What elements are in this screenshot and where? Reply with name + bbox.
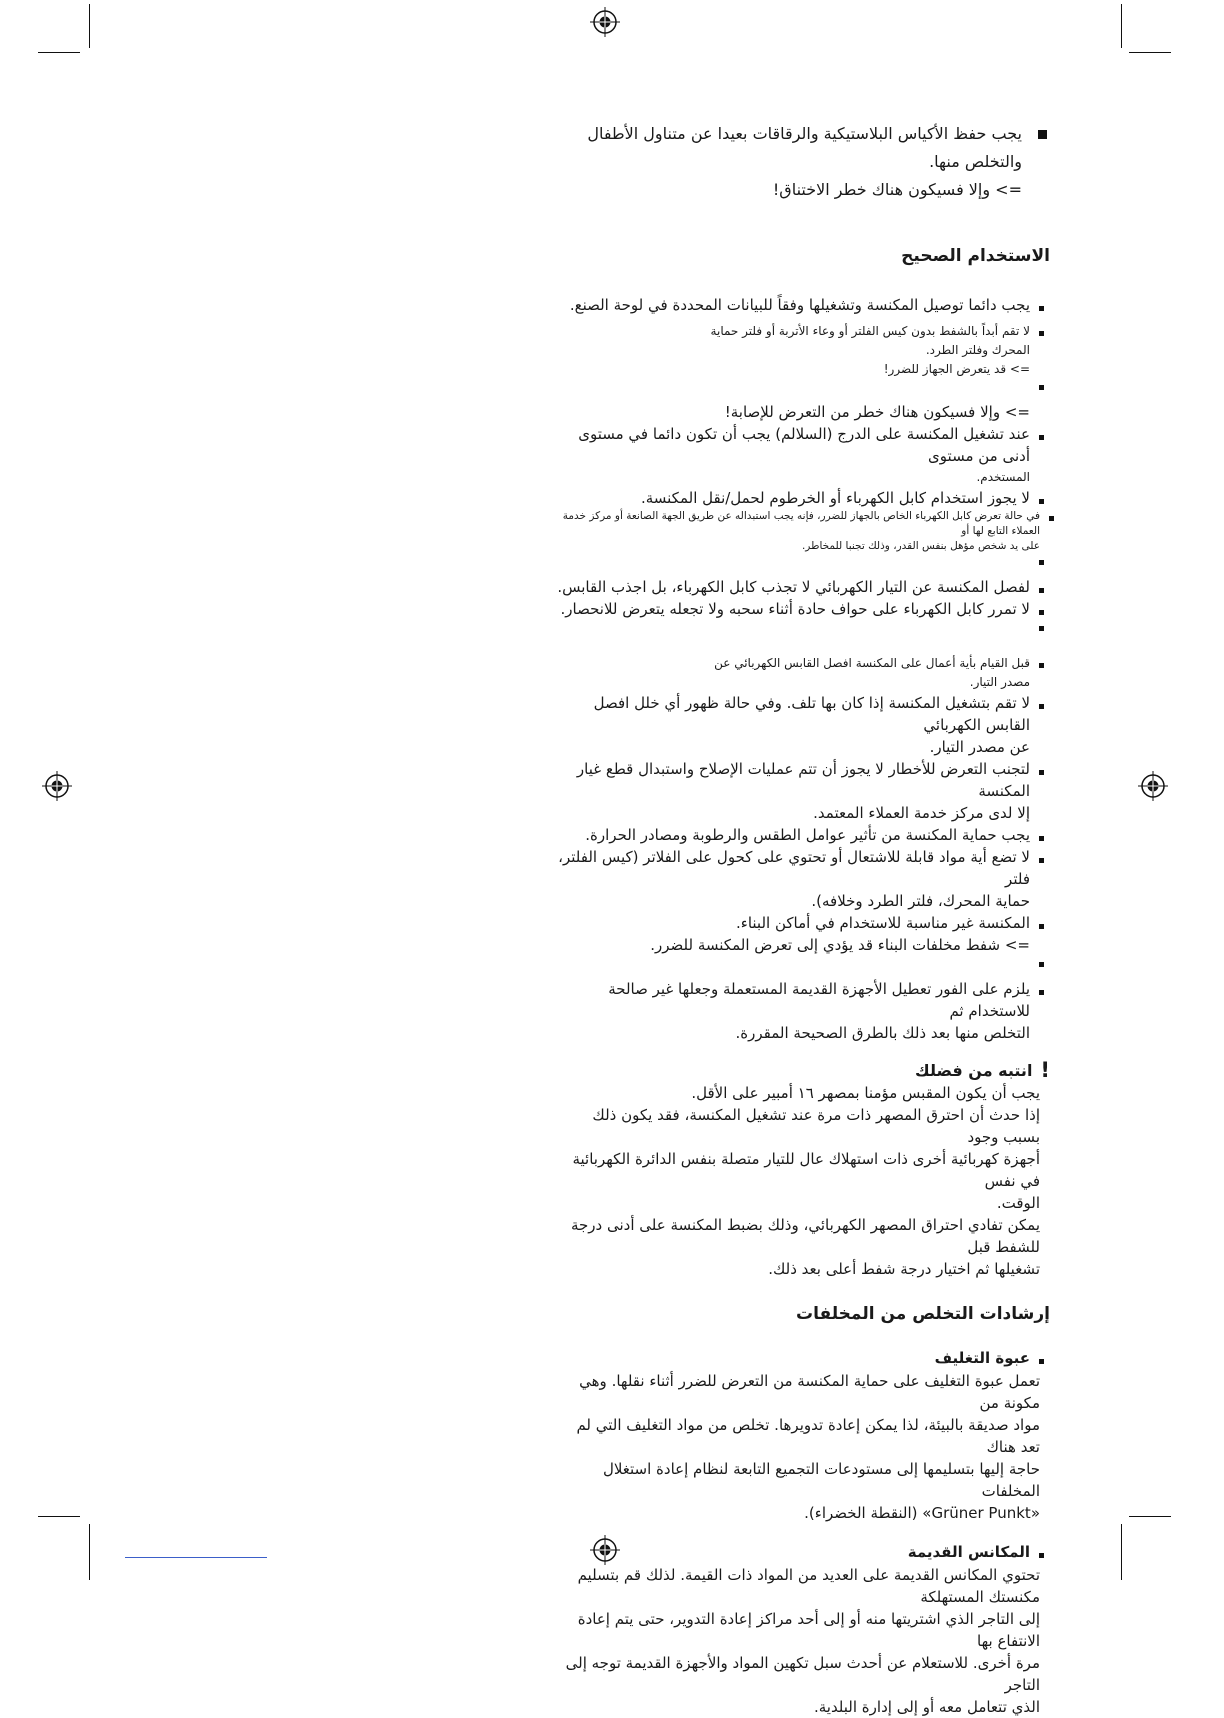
packaging-text: تعمل عبوة التغليف على حماية المكنسة من التعرض للضرر أثناء نقلها. وهي مكونة من مواد صديقة بالبيئة، لذا يمكن إعادة تدويرها. تخلص من مواد التغليف التي لم تعد هناك حاجة إليها بتسليمها إلى مستودعات التجميع التابعة لنظام إعادة استغلال المخلفات «Grüner Punkt» (النقطة الخضراء). [576, 1372, 1040, 1522]
crop-mark [89, 1524, 90, 1580]
bullet-icon [1039, 331, 1044, 336]
list-item: لا تمرر كابل الكهرباء على حواف حادة أثناء سحبه ولا تجعله يتعرض للانحصار. [555, 598, 1050, 620]
caution-heading: ! انتبه من فضلك [915, 1058, 1050, 1082]
subheading: عبوة التغليف [555, 1346, 1050, 1370]
section-heading: إرشادات التخلص من المخلفات [796, 1304, 1050, 1324]
subheading: المكانس القديمة [555, 1540, 1050, 1564]
crop-mark [1129, 52, 1171, 53]
bullet-icon [1039, 588, 1044, 593]
list-item [555, 554, 1050, 576]
bullet-icon [1039, 990, 1044, 995]
section-heading: الاستخدام الصحيح [901, 246, 1050, 266]
list-item: لا يجوز استخدام كابل الكهرباء أو الخرطوم لحمل/نقل المكنسة. [555, 487, 1050, 509]
old-appliances-text: تحتوي المكانس القديمة على العديد من المواد ذات القيمة. لذلك قم بتسليم مكنستك المستهلكة إلى التاجر الذي اشتريتها منه أو إلى أحد مراكز إعادة التدوير، حتى يتم إعادة الانتفاع بها مرة أخرى. للاستعلام عن أحدث سبل تكهين المواد والأجهزة القديمة توجه إلى التاجر الذي تتعامل معه أو إلى إدارة البلدية. [565, 1566, 1040, 1716]
bullet-icon [1039, 499, 1044, 504]
bullet-icon [1039, 626, 1044, 631]
crop-mark [1129, 1516, 1171, 1517]
list-item: يجب حماية المكنسة من تأثير عوامل الطقس والرطوبة ومصادر الحرارة. [555, 824, 1050, 846]
list-item: لا تضع أية مواد قابلة للاشتعال أو تحتوي على كحول على الفلاتر (كيس الفلتر، فلتر حماية المحرك، فلتر الطرد وخلافه). [555, 846, 1050, 912]
bullet-icon [1039, 924, 1044, 929]
list-item: يجب دائما توصيل المكنسة وتشغيلها وفقاً للبيانات المحددة في لوحة الصنع. [555, 294, 1050, 316]
exclamation-icon: ! [1040, 1058, 1050, 1082]
list-item [555, 956, 1050, 978]
crop-mark [38, 1516, 80, 1517]
bullet-icon [1039, 435, 1044, 440]
bullet-icon [1049, 516, 1054, 521]
bullet-icon [1039, 1553, 1044, 1558]
footer-line [125, 1557, 267, 1558]
bullet-icon [1039, 858, 1044, 863]
warning-item [555, 120, 1050, 204]
warning-line: والتخلص منها. [929, 152, 1022, 171]
bullet-icon [1039, 560, 1044, 565]
bullet-icon [1039, 385, 1044, 390]
bullet-icon [1038, 130, 1047, 139]
list-item: يلزم على الفور تعطيل الأجهزة القديمة المستعملة وجعلها غير صالحة للاستخدام ثم التخلص منها بعد ذلك بالطرق الصحيحة المقررة. [555, 978, 1050, 1044]
bullet-icon [1039, 1359, 1044, 1364]
warning-line: يجب حفظ الأكياس البلاستيكية والرقاقات بعيدا عن متناول الأطفال [587, 124, 1022, 143]
list-item: عند تشغيل المكنسة على الدرج (السلالم) يجب أن تكون دائما في مستوى أدنى من مستوى المستخدم. [555, 423, 1050, 487]
content-column [555, 120, 1050, 1718]
warning-line: => وإلا فسيكون هناك خطر الاختناق! [772, 180, 1022, 199]
list-item: لا تقم بتشغيل المكنسة إذا كان بها تلف. وفي حالة ظهور أي خلل افصل القابس الكهربائي عن مصدر التيار. [555, 692, 1050, 758]
crop-mark [38, 52, 80, 53]
list-item: في حالة تعرض كابل الكهرباء الخاص بالجهاز للضرر، فإنه يجب استبداله عن طريق الجهة الصانعة أو مركز خدمة العملاء التابع لها أو على يد شخص مؤهل بنفس القدر، وذلك تجنبا للمخاطر. [555, 509, 1060, 554]
list-item: قبل القيام بأية أعمال على المكنسة افصل القابس الكهربائي عن مصدر التيار. [555, 654, 1050, 692]
bullet-icon [1039, 610, 1044, 615]
registration-mark-icon [1138, 771, 1168, 801]
crop-mark [89, 4, 90, 48]
bullet-icon [1039, 704, 1044, 709]
bullet-icon [1039, 306, 1044, 311]
list-item-note: => وإلا فسيكون هناك خطر من التعرض للإصابة! [724, 403, 1030, 421]
registration-mark-icon [42, 771, 72, 801]
list-item [555, 620, 1050, 642]
registration-mark-icon [590, 7, 620, 37]
crop-mark [1121, 1524, 1122, 1580]
bullet-icon [1039, 836, 1044, 841]
list-item [555, 379, 1050, 401]
list-item: لتجنب التعرض للأخطار لا يجوز أن تتم عمليات الإصلاح واستبدال قطع غيار المكنسة إلا لدى مركز خدمة العملاء المعتمد. [555, 758, 1050, 824]
bullet-icon [1039, 663, 1044, 668]
bullet-icon [1039, 962, 1044, 967]
bullet-icon [1039, 770, 1044, 775]
list-item: لا تقم أبداً بالشفط بدون كيس الفلتر أو وعاء الأتربة أو فلتر حماية المحرك وفلتر الطرد. => قد يتعرض الجهاز للضرر! [555, 322, 1050, 379]
caution-text: يجب أن يكون المقبس مؤمنا بمصهر ١٦ أمبير على الأقل. إذا حدث أن احترق المصهر ذات مرة عند تشغيل المكنسة، فقد يكون ذلك بسبب وجود أجهزة كهربائية أخرى ذات استهلاك عال للتيار متصلة بنفس الدائرة الكهربائية في نفس الوقت. يمكن تفادي احتراق المصهر الكهربائي، وذلك بضبط المكنسة على أدنى درجة للشفط قبل تشغيلها ثم اختيار درجة شفط أعلى بعد ذلك. [570, 1084, 1040, 1278]
list-item: المكنسة غير مناسبة للاستخدام في أماكن البناء. => شفط مخلفات البناء قد يؤدي إلى تعرض المكنسة للضرر. [555, 912, 1050, 956]
crop-mark [1121, 4, 1122, 48]
list-item: لفصل المكنسة عن التيار الكهربائي لا تجذب كابل الكهرباء، بل اجذب القابس. [555, 576, 1050, 598]
